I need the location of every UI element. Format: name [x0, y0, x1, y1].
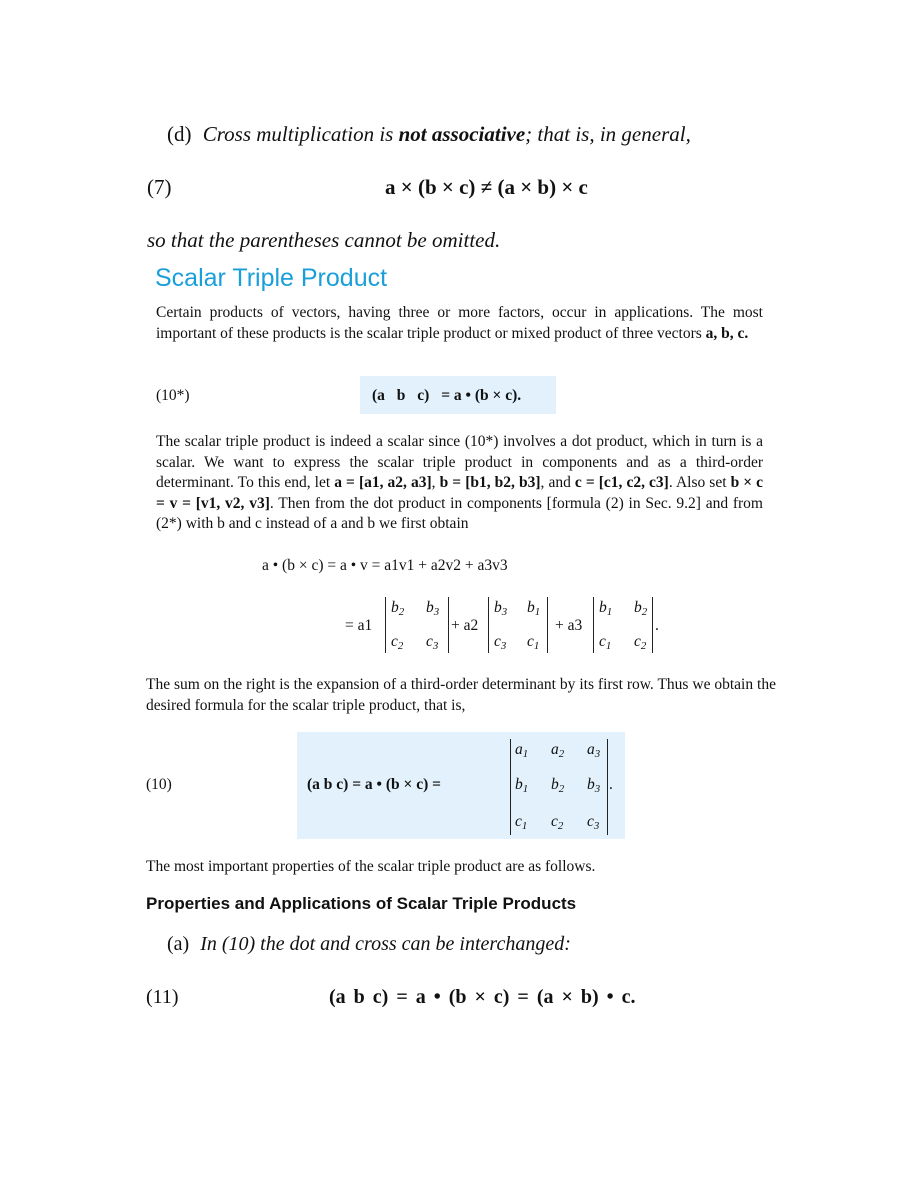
- eq7-formula: a × (b × c) ≠ (a × b) × c: [385, 175, 588, 199]
- det2-c1: $c_1$: [527, 633, 540, 652]
- det1-c3: $c_3$: [426, 633, 439, 652]
- v-vector-def: b × c = v = [v1, v2, v3]: [156, 474, 764, 512]
- det3-c1: $c_1$: [599, 633, 612, 652]
- part-a-line: [167, 933, 571, 956]
- det3x3-c2: $c_2$: [551, 813, 564, 832]
- body-s2: Then from the dot product in components [formula (2) in Sec. 9.2] and from (2*) with b and c instead of a and b we first obtain: [156, 494, 763, 533]
- eq10star-number: (10*): [156, 387, 190, 404]
- expansion-end: .: [655, 617, 659, 634]
- eq10-lhs: (a b c) = a • (b × c) =: [307, 776, 441, 793]
- det1-b2: $b_2$: [391, 599, 405, 618]
- det1-c2: $c_2$: [391, 633, 404, 652]
- after-eq7-text: so that the parentheses cannot be omitted.: [147, 228, 501, 252]
- det3-c2: $c_2$: [634, 633, 647, 652]
- part-d-line: [167, 122, 691, 147]
- also-set-text: Also set: [675, 474, 727, 492]
- det3x3-b1: $b_1$: [515, 776, 529, 795]
- part-d-lead: Cross multiplication is: [202, 122, 394, 146]
- det3x3-a2: $a_2$: [551, 741, 565, 760]
- expansion-plus2: + a2: [451, 617, 479, 634]
- det3x3-a1: $a_1$: [515, 741, 529, 760]
- det3x3-c1: $c_1$: [515, 813, 528, 832]
- det3x3-a3: $a_3$: [587, 741, 601, 760]
- eq10star-rhs: = a • (b × c).: [441, 387, 522, 404]
- eq7-number: (7): [147, 175, 172, 199]
- intro-paragraph: [156, 303, 763, 344]
- det3-b1: $b_1$: [599, 599, 613, 618]
- body-paragraph: The scalar triple product is indeed a scalar since (10*) involves a dot product, which in turn is a scalar. We want to express the scalar triple product in components and as a third-order determinant. To this end, let a = [a1, a2, a3], b = [b1, b2, b3], and c = [c1, c2, c3]. Also set b × c = v = [v1, v2, v3]. Then from the dot product in components [formula (2) in Sec. 9.2] and from (2*) with b and c instead of a and b we first obtain: [156, 433, 764, 533]
- det2-b1: $b_1$: [527, 599, 541, 618]
- part-a-text: In (10) the dot and cross can be interchanged:: [200, 933, 571, 955]
- det3x3-c3: $c_3$: [587, 813, 600, 832]
- part-a-label: (a): [167, 933, 190, 955]
- eq10-end: .: [609, 776, 613, 793]
- c-vector-def: c = [c1, c2, c3]: [574, 474, 669, 492]
- det-minor-3: [593, 597, 653, 653]
- expansion-prefix: = a1: [345, 617, 373, 634]
- eq10star-formula: [372, 387, 521, 405]
- eq11-number: (11): [146, 986, 179, 1008]
- a-vector-def: a = [a1, a2, a3]: [334, 474, 432, 492]
- part-d-rest: ; that is, in general,: [525, 122, 691, 146]
- det3x3-b2: $b_2$: [551, 776, 565, 795]
- body-s1: The scalar triple product is indeed a scalar since (10*) involves a dot product, which in turn is a scalar. We want to express the scalar triple product in components and as a third-order determinant. To this end, let: [156, 433, 763, 492]
- section-title: Scalar Triple Product: [155, 264, 388, 292]
- det3x3-b3: $b_3$: [587, 776, 601, 795]
- det-minor-1: [385, 597, 449, 653]
- det3-b2: $b_2$: [634, 599, 648, 618]
- det-minor-2: [488, 597, 548, 653]
- det2-b3: $b_3$: [494, 599, 508, 618]
- subheading: Properties and Applications of Scalar Triple Products: [146, 894, 577, 913]
- b-vector-def: b = [b1, b2, b3]: [439, 474, 541, 492]
- properties-intro: The most important properties of the scalar triple product are as follows.: [146, 858, 596, 875]
- eq10star-lhs: (a b c): [372, 387, 430, 404]
- part-d-label: (d): [167, 122, 192, 146]
- expansion-plus3: + a3: [555, 617, 583, 634]
- eq11-formula: (a b c) = a • (b × c) = (a × b) • c.: [329, 986, 636, 1008]
- expansion-line1: a • (b × c) = a • v = a1v1 + a2v2 + a3v3: [262, 557, 508, 574]
- sum-paragraph: The sum on the right is the expansion of a third-order determinant by its first row. Thus we obtain the desired formula for the scalar triple product, that is,: [146, 676, 776, 714]
- det-3x3: [510, 739, 608, 835]
- det2-c3: $c_3$: [494, 633, 507, 652]
- intro-text: Certain products of vectors, having three or more factors, occur in applications. The most important of these products is the scalar triple product or mixed product of three vectors: [156, 304, 763, 342]
- eq10-number: (10): [146, 776, 172, 793]
- det1-b3: $b_3$: [426, 599, 440, 618]
- part-d-bold: not associative: [398, 122, 526, 146]
- intro-vectors: a, b, c.: [705, 324, 749, 342]
